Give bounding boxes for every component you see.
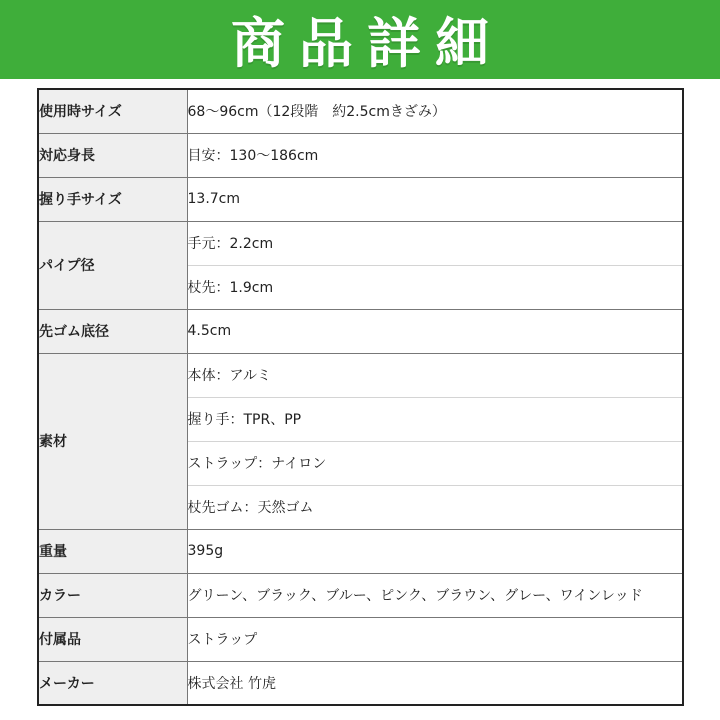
table-row (38, 353, 683, 397)
table-row (38, 573, 683, 617)
row-label: 重量 (38, 529, 187, 573)
row-value: 杖先ゴム：天然ゴム (187, 485, 683, 529)
row-value: 395g (187, 529, 683, 573)
header-banner (0, 0, 720, 79)
row-label: 対応身長 (38, 133, 187, 177)
row-value: 4.5cm (187, 309, 683, 353)
row-label: 素材 (38, 353, 187, 529)
table-row (38, 529, 683, 573)
row-value: 手元：2.2cm (187, 221, 683, 265)
row-value: ストラップ：ナイロン (187, 441, 683, 485)
row-value: 本体：アルミ (187, 353, 683, 397)
table-row (38, 661, 683, 705)
table-row (38, 177, 683, 221)
row-value: 杖先：1.9cm (187, 265, 683, 309)
row-value: 13.7cm (187, 177, 683, 221)
row-label: 先ゴム底径 (38, 309, 187, 353)
row-value: 株式会社 竹虎 (187, 675, 276, 692)
row-label: 使用時サイズ (38, 89, 187, 133)
table-row (38, 221, 683, 265)
row-value: 68〜96cm（12段階 約2.5cmきざみ） (187, 89, 683, 133)
row-value: ストラップ (187, 617, 683, 661)
page-title: 商品詳細 (231, 12, 503, 75)
table-row (38, 617, 683, 661)
row-value: 握り手：TPR、PP (187, 397, 683, 441)
table-row (38, 133, 683, 177)
row-label: パイプ径 (38, 221, 187, 309)
row-label: カラー (38, 573, 187, 617)
row-label: 付属品 (38, 617, 187, 661)
table-row (38, 89, 683, 133)
row-value: 目安：130〜186cm (187, 133, 683, 177)
spec-table (37, 88, 684, 706)
row-label: 握り手サイズ (38, 177, 187, 221)
table-row (38, 309, 683, 353)
row-label: メーカー (38, 661, 187, 705)
row-value: グリーン、ブラック、ブルー、ピンク、ブラウン、グレー、ワインレッド (187, 573, 683, 617)
